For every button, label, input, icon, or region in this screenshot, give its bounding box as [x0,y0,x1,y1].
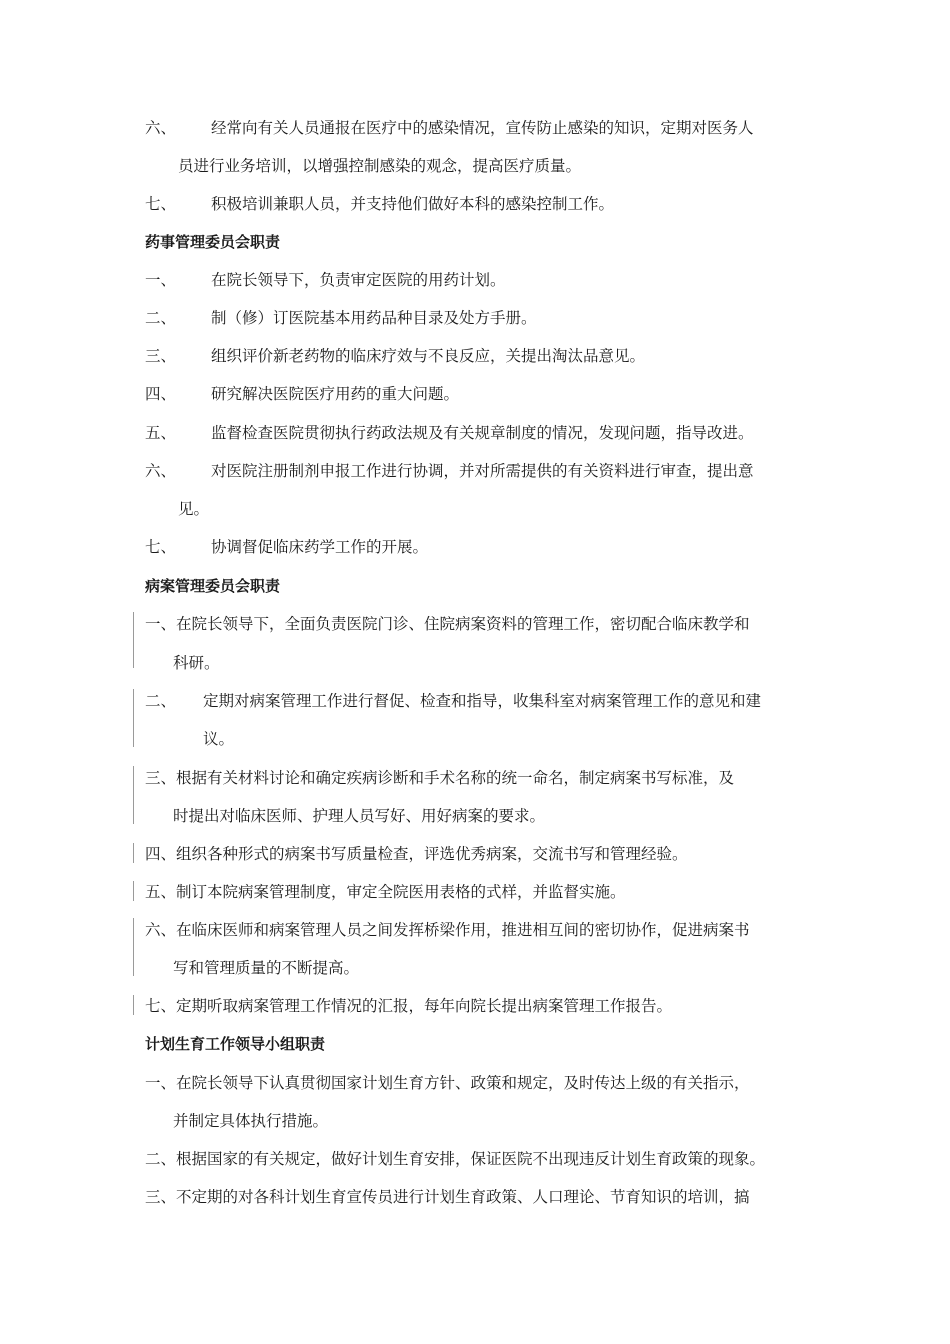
change-bar [133,995,134,1015]
item-number: 三、 [145,347,177,365]
item-text: 积极培训兼职人员，并支持他们做好本科的感染控制工作。 [211,195,615,213]
item-text: 组织评价新老药物的临床疗效与不良反应，关提出淘汰品意见。 [211,347,646,365]
item-text: 监督检查医院贯彻执行药政法规及有关规章制度的情况，发现问题，指导改进。 [211,424,754,442]
item-number: 六、 [145,462,177,480]
item-number: 五、 [145,424,177,442]
item-text-continued: 科研。 [173,654,220,672]
item-number: 六、 [145,119,177,137]
change-bar [133,843,134,863]
item-text-continued: 并制定具体执行措施。 [173,1112,329,1130]
item-text: 二、根据国家的有关规定，做好计划生育安排，保证医院不出现违反计划生育政策的现象。 [145,1150,766,1168]
item-text-continued: 议。 [203,730,235,748]
item-number: 一、 [145,271,177,289]
change-bar [133,689,134,747]
item-text: 三、不定期的对各科计划生育宣传员进行计划生育政策、人口理论、节育知识的培训，搞 [145,1188,750,1206]
change-bar [133,918,134,976]
item-text: 四、组织各种形式的病案书写质量检查，评选优秀病案，交流书写和管理经验。 [145,845,688,863]
item-text-continued: 写和管理质量的不断提高。 [173,959,360,977]
change-bar [133,766,134,824]
section-heading: 药事管理委员会职责 [145,233,281,251]
item-text: 一、在院长领导下认真贯彻国家计划生育方针、政策和规定，及时传达上级的有关指示， [145,1074,750,1092]
item-text: 三、根据有关材料讨论和确定疾病诊断和手术名称的统一命名，制定病案书写标准，及 [145,769,735,787]
change-bar [133,881,134,901]
item-number: 四、 [145,385,177,403]
item-number: 二、 [145,692,177,710]
section-heading: 病案管理委员会职责 [145,577,281,595]
item-text-continued: 见。 [178,500,210,518]
item-text: 定期对病案管理工作进行督促、检查和指导，收集科室对病案管理工作的意见和建 [203,692,762,710]
item-text: 七、定期听取病案管理工作情况的汇报，每年向院长提出病案管理工作报告。 [145,997,673,1015]
item-text: 一、在院长领导下，全面负责医院门诊、住院病案资料的管理工作，密切配合临床教学和 [145,615,750,633]
section-heading: 计划生育工作领导小组职责 [145,1035,326,1053]
item-text: 制（修）订医院基本用药品种目录及处方手册。 [211,309,537,327]
item-number: 七、 [145,195,177,213]
item-text-continued: 时提出对临床医师、护理人员写好、用好病案的要求。 [173,807,546,825]
item-text: 对医院注册制剂申报工作进行协调，并对所需提供的有关资料进行审查，提出意 [211,462,754,480]
item-number: 二、 [145,309,177,327]
item-text: 协调督促临床药学工作的开展。 [211,538,429,556]
item-number: 七、 [145,538,177,556]
item-text-continued: 员进行业务培训，以增强控制感染的观念，提高医疗质量。 [178,157,582,175]
item-text: 研究解决医院医疗用药的重大问题。 [211,385,460,403]
change-bar [133,612,134,668]
item-text: 经常向有关人员通报在医疗中的感染情况，宣传防止感染的知识，定期对医务人 [211,119,754,137]
item-text: 五、制订本院病案管理制度，审定全院医用表格的式样，并监督实施。 [145,883,626,901]
item-text: 六、在临床医师和病案管理人员之间发挥桥梁作用，推进相互间的密切协作，促进病案书 [145,921,750,939]
item-text: 在院长领导下，负责审定医院的用药计划。 [211,271,506,289]
